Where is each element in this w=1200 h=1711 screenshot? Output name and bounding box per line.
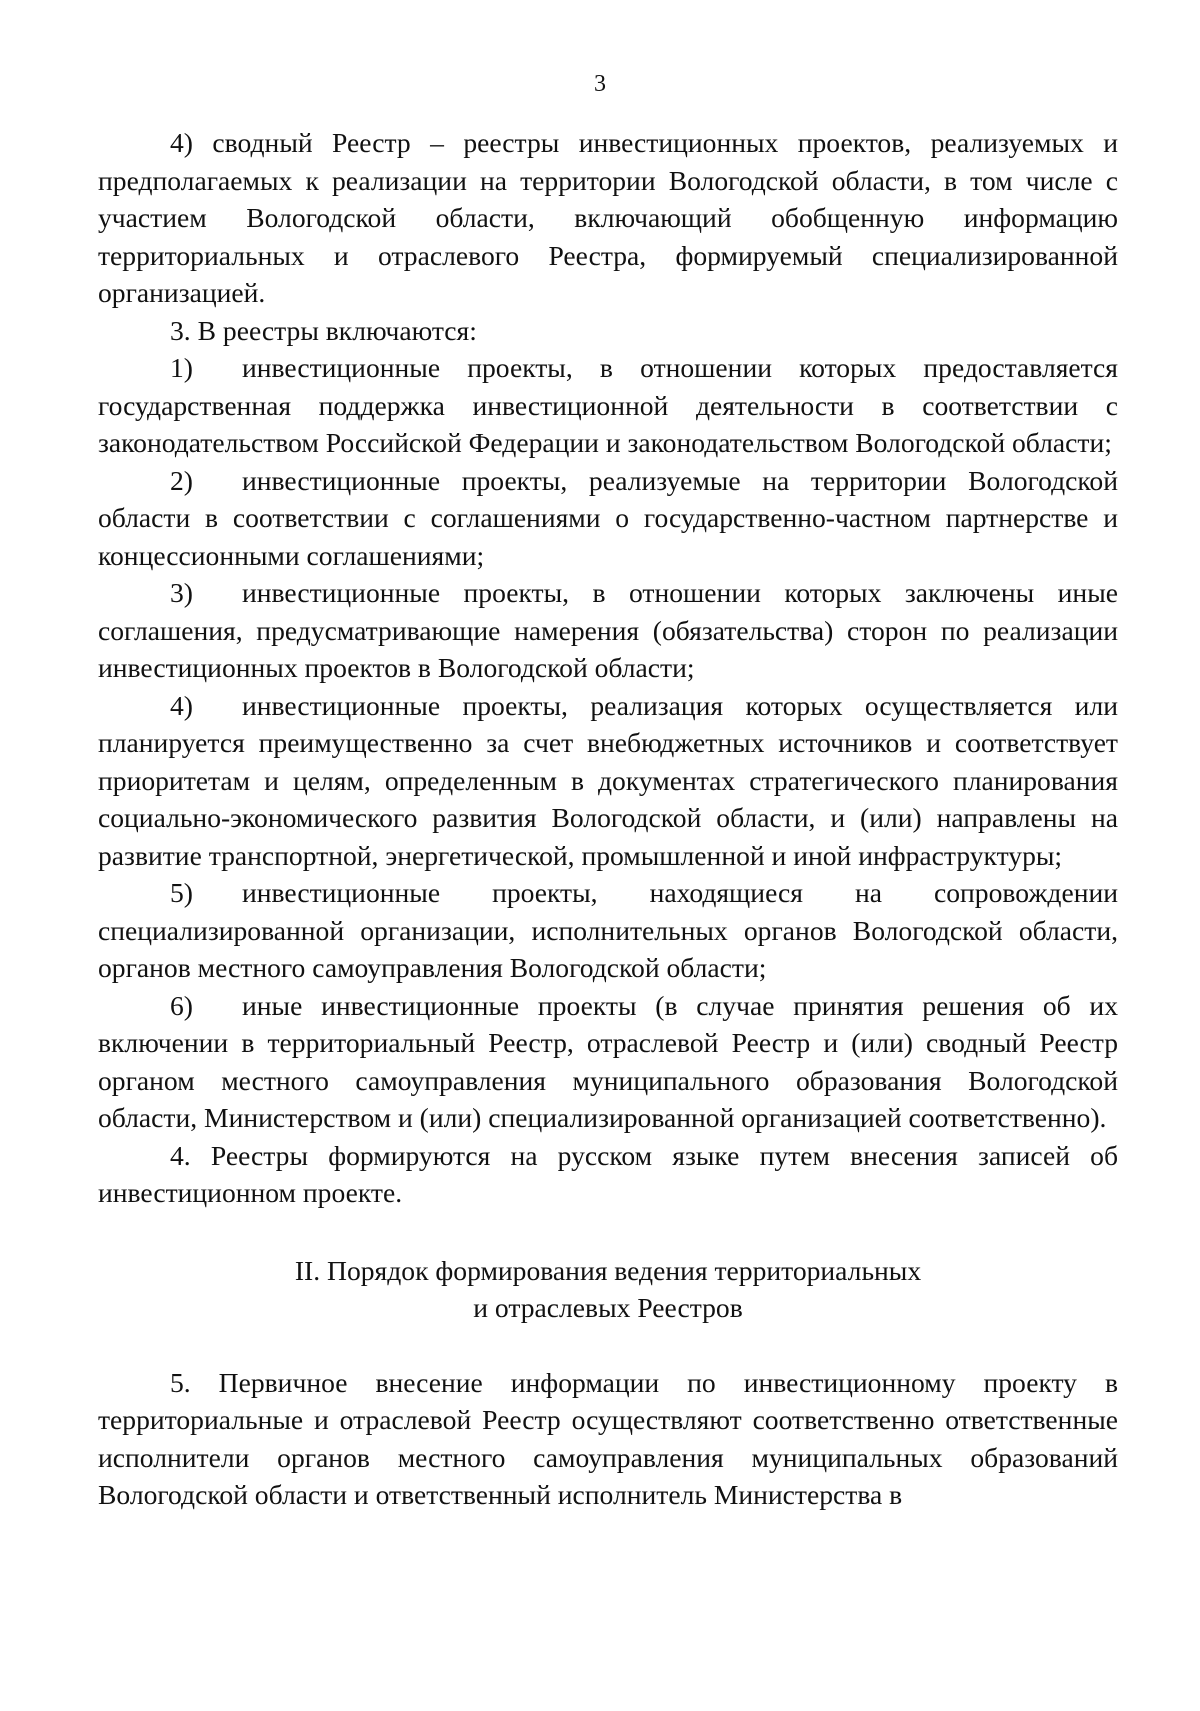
list-item bbox=[98, 462, 1118, 575]
paragraph-consolidated-registry: 4) сводный Реестр – реестры инвестиционных проектов, реализуемых и предполагаемых к реализации на территории Вологодской области, в том числе с участием Вологодской области, включающий обобщенную информацию территориальных и отраслевого Реестра, формируемый специализированной организацией. bbox=[98, 127, 1118, 308]
list-item-text: инвестиционные проекты, в отношении которых предоставляется государственная поддержка инвестиционной деятельности в соответствии с законодательством Российской Федерации и законодательством Вологодской области; bbox=[98, 352, 1118, 458]
list-item-text: иные инвестиционные проекты (в случае принятия решения об их включении в территориальный Реестр, отраслевой Реестр и (или) сводный Реестр органом местного самоуправления муниципального образования Вологодской области, Министерством и (или) специализированной организацией соответственно). bbox=[98, 989, 1118, 1133]
list-item-number: 1) bbox=[170, 352, 193, 383]
list-item bbox=[98, 349, 1118, 462]
list-item bbox=[98, 987, 1118, 1137]
list-item-text: инвестиционные проекты, находящиеся на сопровождении специализированной организации, исполнительных органов Вологодской области, органов местного самоуправления Вологодской области; bbox=[98, 877, 1118, 983]
list-item bbox=[98, 874, 1118, 987]
section-heading bbox=[98, 1252, 1118, 1327]
paragraph-5: 5. Первичное внесение информации по инвестиционному проекту в территориальные и отраслевой Реестр осуществляют соответственно ответственные исполнители органов местного самоуправления муниципальных образований Вологодской области и ответственный исполнитель Министерства в bbox=[98, 1366, 1118, 1510]
section-heading-line-2: и отраслевых Реестров bbox=[473, 1292, 743, 1323]
list-item-number: 4) bbox=[170, 689, 193, 721]
list-item-text: инвестиционные проекты, реализация которых осуществляется или планируется преимущественно за счет внебюджетных источников и соответствует приоритетам и целям, определенным в документах стратегического планирования социально-экономического развития Вологодской области, и (или) направлены на развитие транспортной, энергетической, промышленной и иной инфраструктуры; bbox=[98, 689, 1118, 871]
list-item bbox=[98, 687, 1118, 875]
list-item-number: 6) bbox=[170, 989, 193, 1021]
paragraph-3-intro: 3. В реестры включаются: bbox=[170, 314, 477, 346]
paragraph-4: 4. Реестры формируются на русском языке путем внесения записей об инвестиционном проекте. bbox=[98, 1139, 1118, 1208]
document-body bbox=[98, 124, 1118, 1514]
list-item-number: 5) bbox=[170, 877, 193, 908]
list-item-text: инвестиционные проекты, реализуемые на территории Вологодской области в соответствии с соглашениями о государственно-частном партнерстве и концессионными соглашениями; bbox=[98, 464, 1118, 571]
list-item-number: 3) bbox=[170, 577, 193, 608]
list-item bbox=[98, 574, 1118, 687]
list-item-number: 2) bbox=[170, 464, 193, 496]
list-item-text: инвестиционные проекты, в отношении которых заключены иные соглашения, предусматривающие намерения (обязательства) сторон по реализации инвестиционных проектов в Вологодской области; bbox=[98, 577, 1118, 683]
section-heading-line-1: II. Порядок формирования ведения территориальных bbox=[294, 1254, 922, 1286]
page-number: 3 bbox=[594, 71, 606, 97]
